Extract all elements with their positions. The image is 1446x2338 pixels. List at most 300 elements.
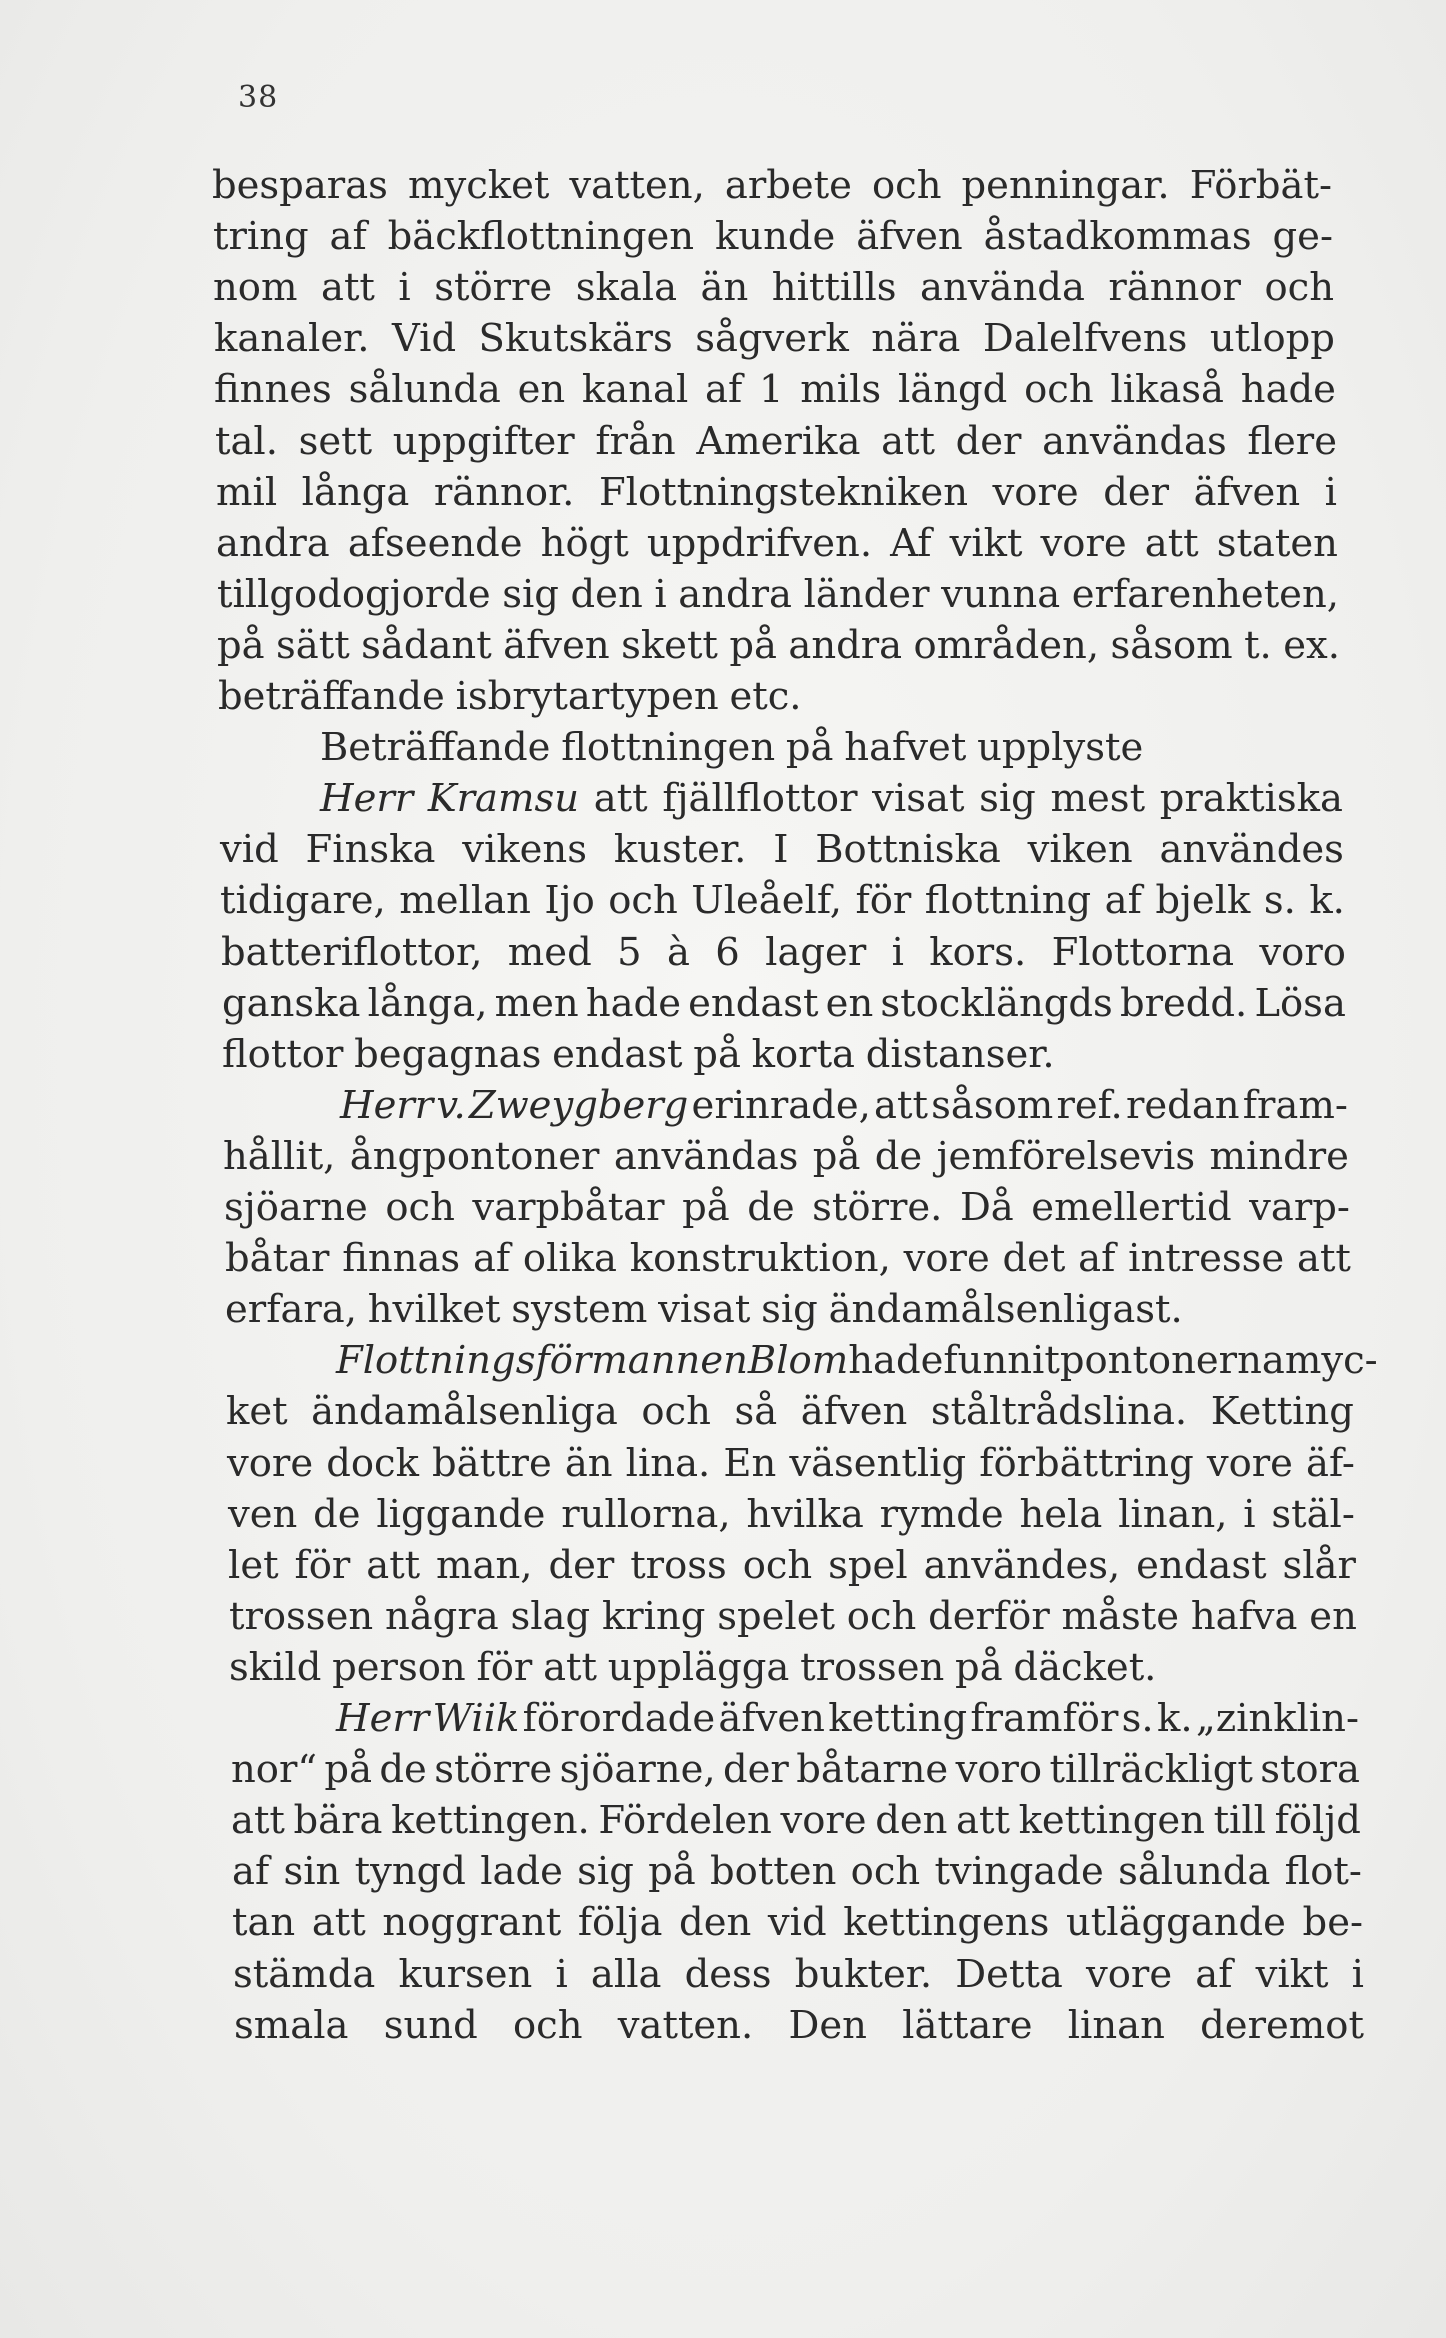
word: linan bbox=[1067, 2002, 1165, 2048]
word: mellan bbox=[399, 878, 531, 924]
word: Beträffande bbox=[320, 725, 551, 771]
text-line bbox=[231, 1744, 1360, 1796]
word: äfven bbox=[503, 622, 610, 668]
word: tidigare, bbox=[220, 878, 386, 924]
word: lade bbox=[480, 1849, 563, 1895]
word: deremot bbox=[1200, 2002, 1364, 2048]
word: alla bbox=[590, 1951, 662, 1997]
word: vikt bbox=[1255, 1951, 1329, 1997]
word: däcket. bbox=[1013, 1644, 1157, 1690]
word: utlopp bbox=[1209, 316, 1335, 362]
word: flottning bbox=[924, 878, 1092, 924]
word: såsom bbox=[931, 1082, 1054, 1128]
word: Förbät- bbox=[1189, 163, 1332, 208]
word: endast bbox=[1136, 1542, 1267, 1588]
word: ref. bbox=[1056, 1082, 1123, 1128]
word: v. bbox=[436, 1082, 466, 1128]
word: dess bbox=[684, 1951, 772, 1997]
word: Vid bbox=[392, 316, 457, 362]
word: beträffande bbox=[218, 674, 445, 719]
word: i bbox=[1243, 1491, 1256, 1537]
word: för bbox=[855, 878, 912, 924]
word: botten bbox=[710, 1849, 837, 1895]
word: så bbox=[734, 1389, 778, 1435]
word: jemförelsevis bbox=[936, 1133, 1196, 1179]
word: att bbox=[543, 1644, 597, 1690]
word: i bbox=[555, 1951, 568, 1997]
text-line bbox=[220, 875, 1345, 927]
word: begagnas bbox=[354, 1031, 542, 1077]
word: trossen bbox=[800, 1644, 945, 1690]
word: konstruktion, bbox=[629, 1236, 891, 1282]
word: större bbox=[434, 1747, 553, 1793]
word: En bbox=[723, 1440, 777, 1486]
word: Dalelfvens bbox=[982, 316, 1188, 362]
word: varpbåtar bbox=[472, 1185, 665, 1230]
word: hållit, bbox=[223, 1133, 336, 1179]
word: Finska bbox=[305, 827, 436, 873]
word: spelet bbox=[717, 1593, 835, 1639]
word: större. bbox=[812, 1185, 943, 1230]
text-line bbox=[222, 1029, 1065, 1081]
text-line bbox=[231, 1795, 1361, 1847]
word: trossen bbox=[229, 1593, 374, 1639]
word: etc. bbox=[729, 674, 802, 719]
word: ångpontoner bbox=[349, 1133, 600, 1179]
word: Blom bbox=[747, 1338, 849, 1384]
word: nära bbox=[871, 316, 961, 362]
text-line bbox=[232, 1897, 1363, 1949]
word: till bbox=[1213, 1798, 1266, 1844]
word: skala bbox=[575, 265, 678, 311]
word: smala bbox=[234, 2002, 349, 2048]
word: rännor bbox=[1108, 265, 1241, 311]
word: de bbox=[313, 1491, 361, 1537]
word: för bbox=[476, 1644, 533, 1690]
word: finnas bbox=[342, 1236, 461, 1282]
text-line bbox=[220, 824, 1344, 876]
word: de bbox=[747, 1185, 795, 1230]
word: kettingen. bbox=[391, 1798, 590, 1844]
word: att bbox=[311, 1900, 366, 1946]
word: dock bbox=[326, 1440, 419, 1486]
word: person bbox=[332, 1644, 466, 1690]
word: Fördelen bbox=[598, 1798, 772, 1844]
text-line bbox=[340, 1080, 1348, 1132]
word: hvilket bbox=[367, 1287, 501, 1333]
word: och bbox=[641, 1389, 711, 1435]
text-line bbox=[214, 364, 1336, 416]
word: sålunda bbox=[1118, 1849, 1271, 1895]
word: likaså bbox=[1110, 367, 1225, 413]
text-line bbox=[217, 620, 1340, 672]
word: ket bbox=[226, 1389, 288, 1435]
word: af bbox=[1195, 1951, 1233, 1997]
word: att bbox=[1296, 1236, 1351, 1282]
word: och bbox=[1024, 367, 1094, 413]
word: sund bbox=[383, 2002, 478, 2048]
word: nom bbox=[213, 265, 298, 311]
word: länder bbox=[803, 571, 930, 617]
word: från bbox=[595, 418, 676, 464]
word: för bbox=[294, 1542, 351, 1588]
word: Uleåelf, bbox=[691, 878, 842, 924]
word: högt bbox=[540, 520, 629, 566]
word: Kramsu bbox=[427, 776, 580, 822]
word: arbete bbox=[724, 163, 852, 208]
word: på bbox=[729, 622, 777, 668]
word: ge- bbox=[1272, 214, 1333, 260]
word: 1 bbox=[759, 367, 784, 413]
word: af bbox=[705, 367, 743, 413]
word: stämda bbox=[233, 1951, 376, 1997]
word: de bbox=[874, 1133, 923, 1179]
word: batteriflottor, bbox=[221, 929, 483, 975]
word: områden, bbox=[913, 622, 1100, 668]
word: Då bbox=[959, 1185, 1014, 1230]
word: förordade bbox=[522, 1696, 716, 1741]
word: 6 bbox=[715, 929, 740, 975]
word: k. bbox=[1309, 878, 1345, 924]
word: slag bbox=[510, 1593, 591, 1639]
word: vore bbox=[227, 1440, 314, 1486]
word: tan bbox=[232, 1900, 296, 1946]
word: och bbox=[608, 878, 678, 924]
text-line bbox=[213, 211, 1333, 263]
word: tillräckligt bbox=[1049, 1747, 1253, 1793]
word: bukter. bbox=[794, 1951, 933, 1997]
word: spel bbox=[828, 1542, 908, 1588]
word: en bbox=[825, 980, 874, 1026]
word: vikt bbox=[949, 520, 1023, 566]
word: besparas bbox=[212, 163, 388, 208]
word: den bbox=[679, 1900, 752, 1946]
word: isbrytartypen bbox=[455, 674, 719, 719]
word: på bbox=[812, 1133, 861, 1179]
word: i bbox=[1324, 469, 1337, 515]
word: och bbox=[871, 163, 942, 208]
word: olika bbox=[522, 1236, 618, 1282]
word: afseende bbox=[347, 520, 523, 566]
text-line bbox=[227, 1438, 1355, 1490]
word: endast bbox=[552, 1031, 683, 1077]
word: på bbox=[785, 725, 834, 771]
word: sågverk bbox=[695, 316, 849, 362]
text-line bbox=[229, 1591, 1357, 1643]
word: användes bbox=[1159, 827, 1344, 873]
word: tal. bbox=[215, 418, 278, 464]
word: kanaler. bbox=[214, 316, 370, 362]
word: använda bbox=[920, 265, 1085, 311]
word: s. bbox=[1263, 878, 1296, 924]
word: på bbox=[693, 1031, 741, 1077]
text-line bbox=[228, 1540, 1356, 1592]
word: vore bbox=[1206, 1440, 1293, 1486]
word: mycket bbox=[407, 163, 550, 208]
word: sätt bbox=[276, 622, 350, 668]
word: det bbox=[1002, 1236, 1066, 1282]
word: redan bbox=[1125, 1082, 1240, 1128]
word: liggande bbox=[376, 1491, 546, 1537]
word: hela bbox=[1019, 1491, 1103, 1537]
word: stora bbox=[1260, 1747, 1360, 1793]
word: bära bbox=[293, 1798, 383, 1844]
word: Herr bbox=[320, 776, 414, 822]
text-line bbox=[234, 2000, 1364, 2052]
word: att bbox=[881, 418, 935, 464]
word: hafva bbox=[1190, 1593, 1298, 1639]
word: skett bbox=[621, 622, 718, 668]
word: kanal bbox=[581, 367, 689, 413]
word: följa bbox=[577, 1900, 663, 1946]
word: flottor bbox=[222, 1031, 344, 1077]
word: bjelk bbox=[1155, 878, 1251, 924]
word: vore bbox=[780, 1798, 867, 1844]
text-line bbox=[320, 722, 1154, 774]
word: lina. bbox=[625, 1440, 711, 1486]
word: kursen bbox=[398, 1951, 533, 1997]
word: man, bbox=[436, 1542, 533, 1588]
word: hade bbox=[848, 1338, 944, 1384]
word: stäl- bbox=[1271, 1491, 1355, 1537]
word: äfven bbox=[718, 1696, 825, 1741]
word: och bbox=[850, 1849, 921, 1895]
word: och bbox=[385, 1185, 455, 1230]
word: pontonerna bbox=[1059, 1338, 1285, 1384]
word: den bbox=[875, 1798, 948, 1844]
word: af bbox=[1104, 878, 1142, 924]
word: sett bbox=[298, 418, 373, 464]
text-line bbox=[224, 1182, 1350, 1234]
word: vikens bbox=[462, 827, 587, 873]
word: 5 bbox=[617, 929, 642, 975]
word: intresse bbox=[1128, 1236, 1285, 1282]
word: kuster. bbox=[613, 827, 747, 873]
word: en bbox=[1309, 1593, 1357, 1639]
word: penningar. bbox=[961, 163, 1170, 208]
word: några bbox=[384, 1593, 499, 1639]
page-number: 38 bbox=[238, 80, 279, 115]
word: tvingade bbox=[934, 1849, 1104, 1895]
word: vore bbox=[903, 1236, 990, 1282]
word: att bbox=[1144, 520, 1199, 566]
word: kors. bbox=[929, 929, 1027, 975]
word: i bbox=[891, 929, 904, 975]
word: tross bbox=[630, 1542, 727, 1588]
word: flottningen bbox=[561, 725, 776, 771]
word: båtarne bbox=[796, 1747, 949, 1793]
word: der bbox=[1103, 469, 1170, 515]
word: vunna bbox=[941, 571, 1061, 617]
word: Ketting bbox=[1210, 1389, 1354, 1435]
word: mest bbox=[1050, 776, 1146, 822]
word: flot- bbox=[1284, 1849, 1362, 1895]
text-line bbox=[232, 1846, 1362, 1898]
word: följd bbox=[1274, 1798, 1361, 1844]
word: Detta bbox=[955, 1951, 1063, 1997]
word: vatten, bbox=[569, 163, 705, 208]
word: Af bbox=[890, 520, 932, 566]
word: ändamålsenligast. bbox=[828, 1287, 1183, 1333]
word: och bbox=[846, 1593, 917, 1639]
word: der bbox=[722, 1747, 789, 1793]
word: vid bbox=[220, 827, 279, 873]
word: linan, bbox=[1118, 1491, 1228, 1537]
word: „zinklin- bbox=[1195, 1696, 1359, 1741]
word: der bbox=[955, 418, 1022, 464]
word: användas bbox=[1042, 418, 1227, 464]
text-line bbox=[233, 1949, 1364, 2001]
word: à bbox=[666, 929, 690, 975]
text-line bbox=[222, 978, 1346, 1030]
word: erfarenheten, bbox=[1071, 571, 1339, 617]
word: båtar bbox=[225, 1236, 330, 1282]
word: funnit bbox=[943, 1338, 1060, 1384]
word: t. bbox=[1244, 622, 1272, 668]
word: tring bbox=[213, 214, 309, 260]
word: andra bbox=[678, 571, 793, 617]
word: varp- bbox=[1249, 1185, 1350, 1230]
word: flere bbox=[1247, 418, 1337, 464]
text-line bbox=[216, 518, 1338, 570]
text-line bbox=[226, 1386, 1354, 1438]
word: fram- bbox=[1242, 1082, 1348, 1128]
word: förbättring bbox=[979, 1440, 1194, 1486]
word: Ijo bbox=[544, 878, 595, 924]
word: att bbox=[231, 1798, 285, 1844]
word: hittills bbox=[771, 265, 897, 311]
word: endast bbox=[688, 980, 819, 1026]
word: rymde bbox=[879, 1491, 1004, 1537]
word: än bbox=[700, 265, 749, 311]
word: ex. bbox=[1283, 622, 1340, 668]
word: erfara, bbox=[225, 1287, 357, 1333]
text-line bbox=[228, 1489, 1355, 1541]
word: derför bbox=[928, 1593, 1050, 1639]
word: men bbox=[494, 980, 579, 1026]
word: lättare bbox=[902, 2002, 1033, 2048]
word: viken bbox=[1027, 827, 1133, 873]
word: der bbox=[548, 1542, 615, 1588]
word: staten bbox=[1216, 520, 1338, 566]
text-line bbox=[336, 1335, 1378, 1387]
word: en bbox=[517, 367, 566, 413]
word: kettingen bbox=[1018, 1798, 1205, 1844]
word: distanser. bbox=[865, 1031, 1055, 1077]
word: att bbox=[593, 776, 648, 822]
word: s. bbox=[1121, 1696, 1154, 1741]
word: de bbox=[379, 1747, 427, 1793]
word: sådant bbox=[361, 622, 492, 668]
word: långa bbox=[301, 469, 410, 515]
word: framför bbox=[970, 1696, 1119, 1741]
word: sin bbox=[283, 1849, 341, 1895]
text-line bbox=[225, 1284, 1194, 1336]
word: k. bbox=[1156, 1696, 1193, 1741]
word: slår bbox=[1282, 1542, 1356, 1588]
word: korta bbox=[751, 1031, 856, 1077]
word: andra bbox=[216, 520, 330, 566]
word: sjöarne bbox=[224, 1185, 368, 1230]
text-line bbox=[221, 927, 1346, 979]
word: Herr bbox=[340, 1082, 434, 1128]
word: praktiska bbox=[1159, 776, 1343, 822]
text-line bbox=[213, 262, 1334, 314]
word: myc- bbox=[1284, 1338, 1378, 1384]
word: äfven bbox=[1193, 469, 1301, 515]
word: bättre bbox=[432, 1440, 552, 1486]
text-line bbox=[217, 569, 1339, 621]
word: äfven bbox=[856, 214, 963, 260]
word: i bbox=[398, 265, 411, 311]
word: fjällflottor bbox=[662, 776, 858, 822]
word: med bbox=[507, 929, 592, 975]
word: kettingens bbox=[843, 1900, 1050, 1946]
text-line bbox=[218, 671, 812, 723]
word: större bbox=[434, 265, 553, 311]
word: måste bbox=[1061, 1593, 1180, 1639]
word: äfven bbox=[800, 1389, 908, 1435]
word: användas bbox=[613, 1133, 799, 1179]
word: sålunda bbox=[348, 367, 501, 413]
word: vatten. bbox=[617, 2002, 754, 2048]
word: Den bbox=[788, 2002, 867, 2048]
word: i bbox=[654, 571, 667, 617]
word: noggrant bbox=[382, 1900, 562, 1946]
word: sig bbox=[979, 776, 1036, 822]
word: visat bbox=[658, 1287, 751, 1333]
word: emellertid bbox=[1031, 1185, 1232, 1230]
word: ketting bbox=[828, 1696, 968, 1741]
word: upplägga bbox=[607, 1644, 790, 1690]
word: voro bbox=[955, 1747, 1043, 1793]
text-line bbox=[336, 1693, 1359, 1745]
word: på bbox=[648, 1849, 696, 1895]
word: sjöarne, bbox=[559, 1747, 716, 1793]
word: väsentlig bbox=[789, 1440, 967, 1486]
text-line bbox=[229, 1642, 1167, 1694]
word: ganska bbox=[222, 980, 361, 1026]
word: system bbox=[511, 1287, 648, 1333]
word: i bbox=[1351, 1951, 1364, 1997]
word: erinrade, bbox=[691, 1082, 871, 1128]
word: tyngd bbox=[354, 1849, 466, 1895]
word: upplyste bbox=[977, 725, 1144, 771]
word: och bbox=[1264, 265, 1334, 311]
word: lager bbox=[765, 929, 867, 975]
word: Amerika bbox=[696, 418, 861, 464]
word: såsom bbox=[1110, 622, 1233, 668]
word: af bbox=[1078, 1236, 1116, 1282]
word: tillgodogjorde bbox=[217, 571, 491, 617]
word: vid bbox=[767, 1900, 827, 1946]
word: på bbox=[955, 1644, 1003, 1690]
word: af bbox=[232, 1849, 270, 1895]
word: att bbox=[320, 265, 375, 311]
word: Flottningsförmannen bbox=[336, 1338, 748, 1384]
word: Lösa bbox=[1254, 980, 1346, 1026]
text-line bbox=[212, 160, 1332, 212]
word: let bbox=[228, 1542, 279, 1588]
text-line bbox=[216, 467, 1337, 519]
word: Flottningstekniken bbox=[598, 469, 969, 515]
text-line bbox=[320, 773, 1343, 825]
word: bredd. bbox=[1119, 980, 1248, 1026]
word: rullorna, bbox=[561, 1491, 731, 1537]
word: att bbox=[956, 1798, 1010, 1844]
word: hafvet bbox=[844, 725, 967, 771]
word: på bbox=[324, 1747, 373, 1793]
